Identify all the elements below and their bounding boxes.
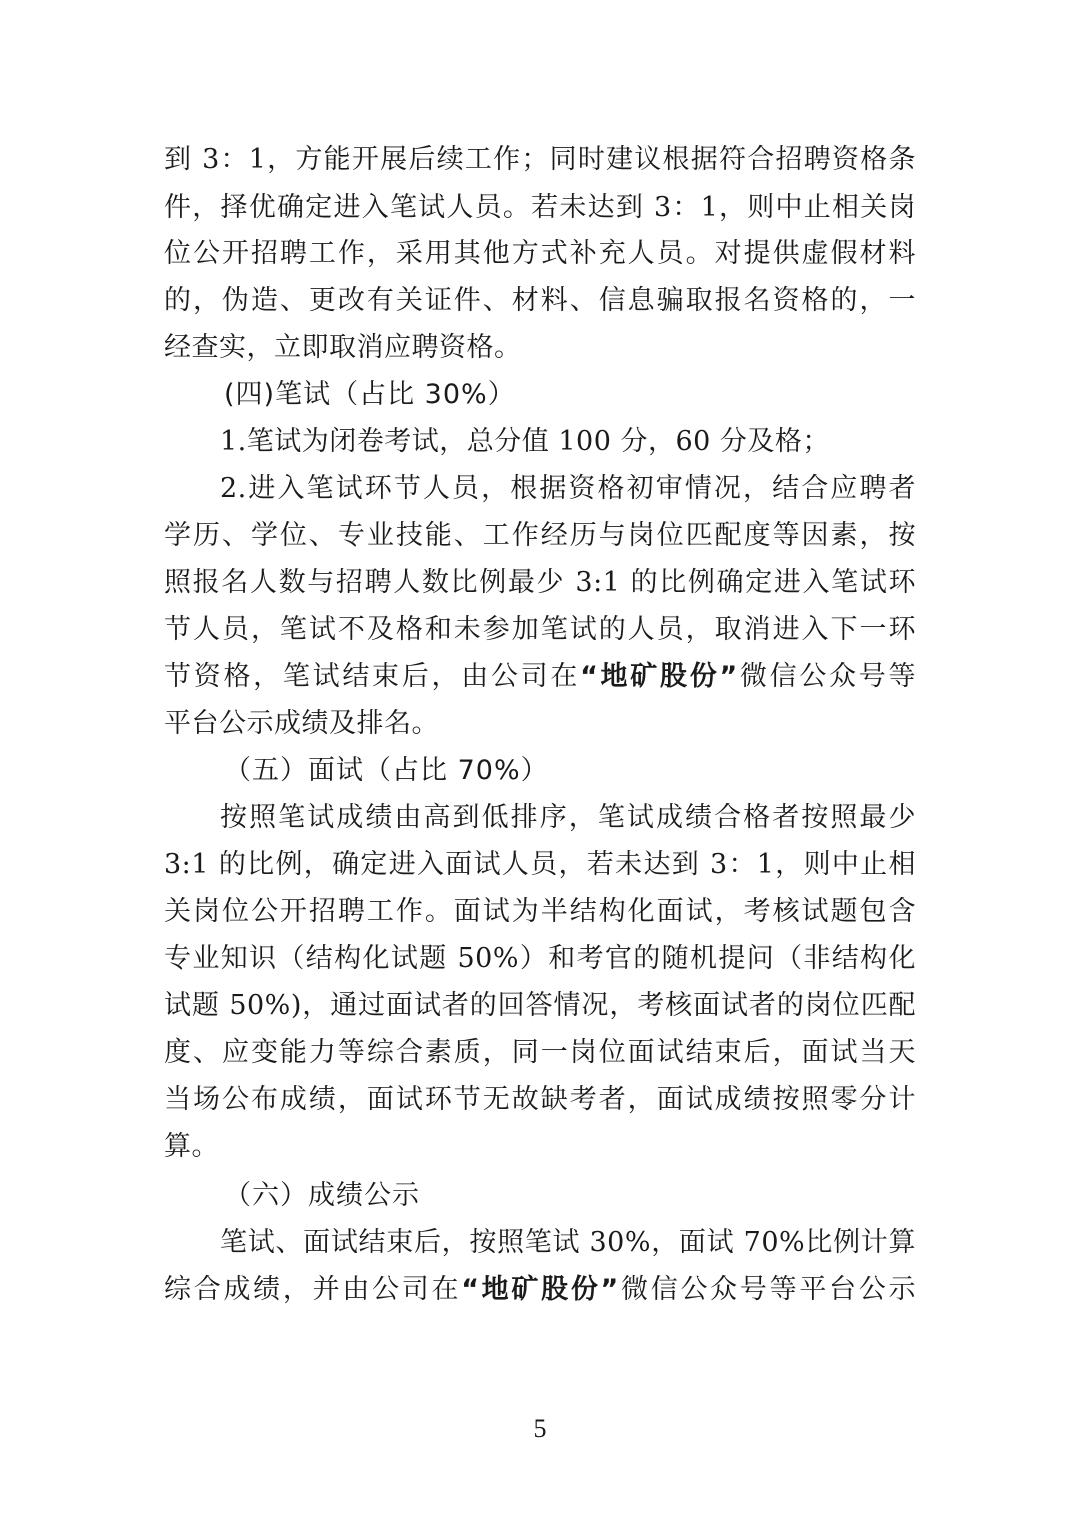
paragraph-line: 节人员，笔试不及格和未参加笔试的人员，取消进入下一环 bbox=[164, 614, 916, 645]
paragraph-line: 的，伪造、更改有关证件、材料、信息骗取报名资格的，一 bbox=[164, 285, 916, 316]
text-run: 综合成绩，并由公司在 bbox=[164, 1274, 462, 1305]
paragraph-line: 学历、学位、专业技能、工作经历与岗位匹配度等因素，按 bbox=[164, 520, 916, 551]
paragraph-line: 经查实，立即取消应聘资格。 bbox=[164, 332, 522, 363]
text-run: 微信公众号等 bbox=[737, 661, 917, 692]
paragraph-line: 度、应变能力等综合素质，同一岗位面试结束后，面试当天 bbox=[164, 1037, 916, 1068]
company-name-bold: “地矿股份” bbox=[580, 661, 738, 692]
paragraph-line bbox=[164, 1270, 916, 1310]
paragraph-line: 笔试、面试结束后，按照笔试 30%，面试 70%比例计算 bbox=[220, 1227, 916, 1258]
paragraph-line: 专业知识（结构化试题 50%）和考官的随机提问（非结构化 bbox=[164, 943, 916, 974]
section-heading-interview: （五）面试（占比 70%） bbox=[224, 755, 549, 786]
paragraph-line: 当场公布成绩，面试环节无故缺考者，面试成绩按照零分计 bbox=[164, 1084, 916, 1115]
paragraph-line: 到 3：1，方能开展后续工作；同时建议根据符合招聘资格条 bbox=[164, 144, 916, 175]
paragraph-line: 件，择优确定进入笔试人员。若未达到 3：1，则中止相关岗 bbox=[164, 192, 916, 223]
text-run: 微信公众号等平台公示 bbox=[618, 1274, 916, 1305]
section-heading-written-exam: (四)笔试（占比 30%） bbox=[224, 379, 516, 410]
page-number: 5 bbox=[533, 1414, 547, 1443]
paragraph-line: 算。 bbox=[164, 1131, 219, 1162]
list-item: 1.笔试为闭卷考试，总分值 100 分，60 分及格； bbox=[220, 426, 830, 457]
paragraph-line: 试题 50%)，通过面试者的回答情况，考核面试者的岗位匹配 bbox=[164, 990, 916, 1021]
paragraph-line: 按照笔试成绩由高到低排序，笔试成绩合格者按照最少 bbox=[220, 802, 916, 833]
section-heading-score-publicity: （六）成绩公示 bbox=[224, 1180, 420, 1211]
paragraph-line bbox=[164, 657, 916, 697]
list-item: 2.进入笔试环节人员，根据资格初审情况，结合应聘者 bbox=[220, 473, 916, 504]
paragraph-line: 3:1 的比例，确定进入面试人员，若未达到 3：1，则中止相 bbox=[164, 849, 916, 880]
text-run: 节资格，笔试结束后，由公司在 bbox=[164, 661, 581, 692]
paragraph-line: 照报名人数与招聘人数比例最少 3:1 的比例确定进入笔试环 bbox=[164, 567, 916, 598]
paragraph-line: 位公开招聘工作，采用其他方式补充人员。对提供虚假材料 bbox=[164, 238, 916, 269]
company-name-bold: “地矿股份” bbox=[461, 1274, 619, 1305]
paragraph-line: 平台公示成绩及排名。 bbox=[164, 708, 439, 739]
paragraph-line: 关岗位公开招聘工作。面试为半结构化面试，考核试题包含 bbox=[164, 896, 916, 927]
